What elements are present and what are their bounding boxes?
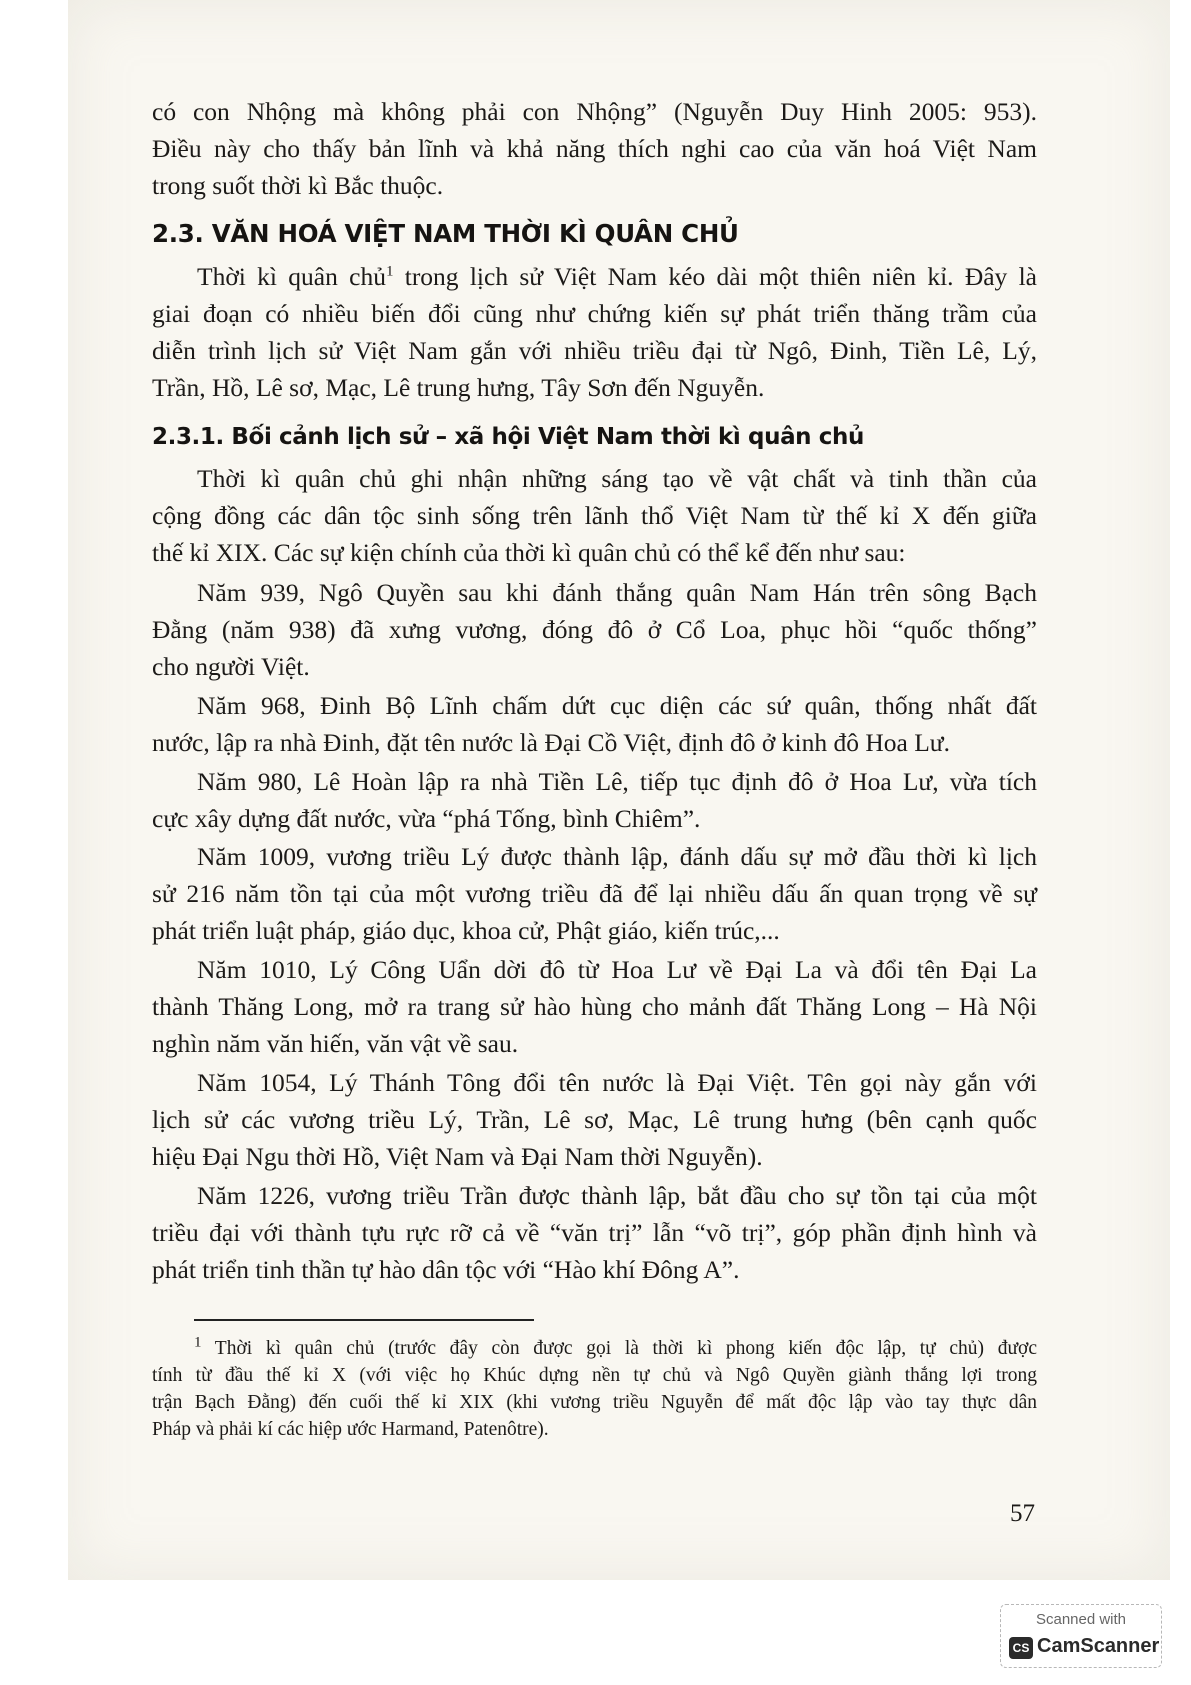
text-line: Năm 1226, vương triều Trần được thành lập, bắt đầu cho sự tồn tại của một	[197, 1181, 1037, 1210]
text-line: cực xây dựng đất nước, vừa “phá Tống, bình Chiêm”.	[152, 804, 701, 833]
footnote-line: tính từ đầu thế kỉ X (với việc họ Khúc dựng nền tự chủ và Ngô Quyền giành thắng lợi trong	[152, 1365, 1037, 1386]
text-line: cho người Việt.	[152, 652, 310, 681]
footnote-mark: 1	[194, 1334, 202, 1351]
subsection-heading: 2.3.1. Bối cảnh lịch sử – xã hội Việt Nam thời kì quân chủ	[152, 424, 864, 450]
footnote-divider	[194, 1319, 534, 1321]
intro-paragraph	[152, 93, 1037, 204]
text-line: nghìn năm văn hiến, văn vật về sau.	[152, 1029, 519, 1058]
footnote-line: Pháp và phải kí các hiệp ước Harmand, Patenôtre).	[152, 1419, 549, 1440]
footnote-mark: 1	[385, 263, 394, 280]
section-paragraph	[152, 258, 1037, 406]
scanned-with-label: Scanned with	[1035, 1611, 1127, 1628]
text-line: thành Thăng Long, mở ra trang sử hào hùng cho mảnh đất Thăng Long – Hà Nội	[152, 992, 1037, 1021]
camscanner-badge	[1000, 1604, 1162, 1668]
section-heading: 2.3. VĂN HOÁ VIỆT NAM THỜI KÌ QUÂN CHỦ	[152, 219, 739, 248]
text-line: phát triển tinh thần tự hào dân tộc với “Hào khí Đông A”.	[152, 1255, 740, 1284]
paragraph	[152, 838, 1037, 949]
text-line: giai đoạn có nhiều biến đổi cũng như chứng kiến sự phát triển thăng trầm của	[152, 299, 1037, 328]
text-line: triều đại với thành tựu rực rỡ cả về “văn trị” lẫn “võ trị”, góp phần định hình và	[152, 1218, 1037, 1247]
text-line: Năm 1009, vương triều Lý được thành lập, đánh dấu sự mở đầu thời kì lịch	[197, 842, 1037, 871]
camscanner-logo-icon: CS	[1009, 1637, 1033, 1659]
paragraph	[152, 574, 1037, 685]
text-line: Năm 1054, Lý Thánh Tông đổi tên nước là Đại Việt. Tên gọi này gắn với	[197, 1068, 1037, 1097]
camscanner-brand: CamScanner	[1037, 1635, 1160, 1657]
text-span: trong lịch sử Việt Nam kéo dài một thiên niên kỉ. Đây là	[393, 262, 1037, 291]
text-span: Thời kì quân chủ	[197, 262, 386, 291]
footnote-line: trận Bạch Đằng) đến cuối thế kỉ XIX (khi vương triều Nguyễn để mất độc lập vào tay thực dân	[152, 1392, 1037, 1413]
page-number: 57	[1010, 1500, 1035, 1527]
text-line: Năm 980, Lê Hoàn lập ra nhà Tiền Lê, tiếp tục định đô ở Hoa Lư, vừa tích	[197, 767, 1037, 796]
paragraph	[152, 951, 1037, 1062]
text-line: diễn trình lịch sử Việt Nam gắn với nhiều triều đại từ Ngô, Đinh, Tiền Lê, Lý,	[152, 336, 1037, 365]
paragraph	[152, 460, 1037, 571]
paragraph	[152, 687, 1037, 761]
text-line	[152, 258, 1037, 295]
text-line: phát triển luật pháp, giáo dục, khoa cử, Phật giáo, kiến trúc,...	[152, 916, 780, 945]
text-line: sử 216 năm tồn tại của một vương triều đã để lại nhiều dấu ấn quan trọng về sự	[152, 879, 1037, 908]
footnote	[152, 1335, 1037, 1443]
text-line: Năm 939, Ngô Quyền sau khi đánh thắng quân Nam Hán trên sông Bạch	[197, 578, 1037, 607]
text-line: thế kỉ XIX. Các sự kiện chính của thời kì quân chủ có thể kể đến như sau:	[152, 538, 906, 567]
text-line: trong suốt thời kì Bắc thuộc.	[152, 171, 444, 200]
text-line: Thời kì quân chủ ghi nhận những sáng tạo về vật chất và tinh thần của	[197, 464, 1037, 493]
text-line: có con Nhộng mà không phải con Nhộng” (Nguyễn Duy Hinh 2005: 953).	[152, 97, 1037, 126]
text-span: Thời kì quân chủ (trước đây còn được gọi là thời kì phong kiến độc lập, tự chủ) được	[201, 1338, 1037, 1359]
text-line: hiệu Đại Ngu thời Hồ, Việt Nam và Đại Nam thời Nguyễn).	[152, 1142, 763, 1171]
text-line: Đằng (năm 938) đã xưng vương, đóng đô ở Cổ Loa, phục hồi “quốc thống”	[152, 615, 1037, 644]
paragraph	[152, 1177, 1037, 1288]
text-line: nước, lập ra nhà Đinh, đặt tên nước là Đại Cồ Việt, định đô ở kinh đô Hoa Lư.	[152, 728, 951, 757]
text-line: Năm 968, Đinh Bộ Lĩnh chấm dứt cục diện các sứ quân, thống nhất đất	[197, 691, 1037, 720]
paragraph	[152, 1064, 1037, 1175]
text-line: Điều này cho thấy bản lĩnh và khả năng thích nghi cao của văn hoá Việt Nam	[152, 134, 1037, 163]
text-line: Năm 1010, Lý Công Uẩn dời đô từ Hoa Lư về Đại La và đổi tên Đại La	[197, 955, 1037, 984]
text-line: lịch sử các vương triều Lý, Trần, Lê sơ, Mạc, Lê trung hưng (bên cạnh quốc	[152, 1105, 1037, 1134]
text-line: Trần, Hồ, Lê sơ, Mạc, Lê trung hưng, Tây Sơn đến Nguyễn.	[152, 373, 765, 402]
paragraph	[152, 763, 1037, 837]
footnote-line	[152, 1335, 1037, 1362]
text-line: cộng đồng các dân tộc sinh sống trên lãnh thổ Việt Nam từ thế kỉ X đến giữa	[152, 501, 1037, 530]
